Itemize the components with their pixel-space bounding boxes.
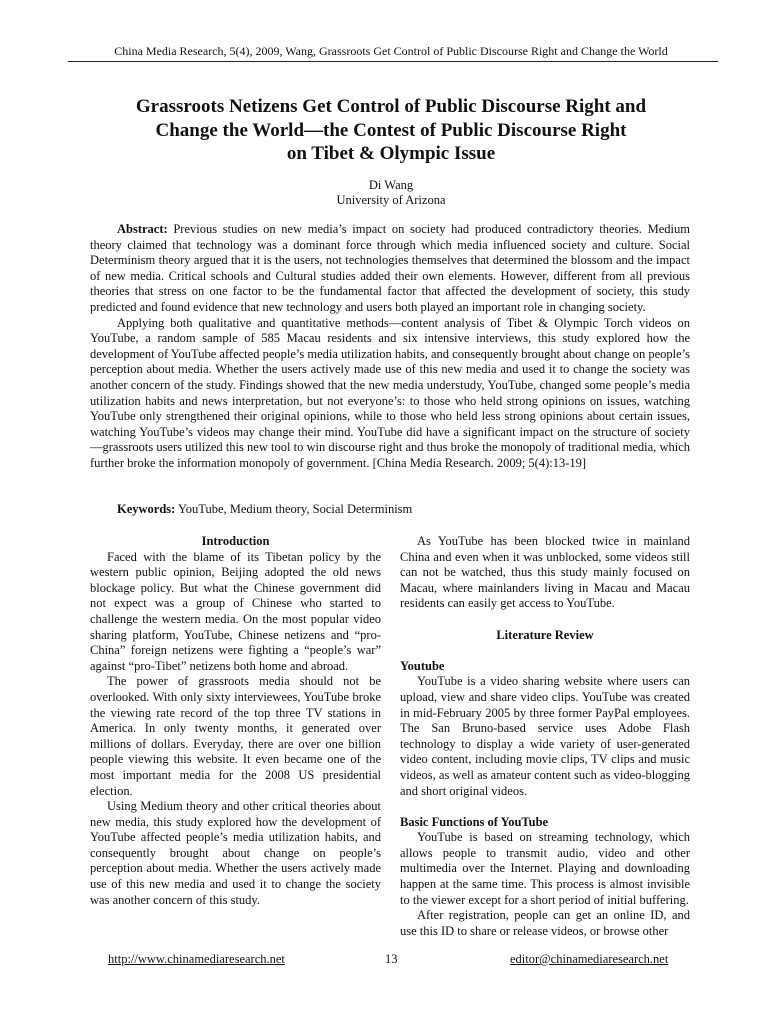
basic-functions-subheading: Basic Functions of YouTube (400, 814, 549, 829)
title-line-1: Grassroots Netizens Get Control of Public Discourse Right and (135, 96, 647, 117)
left-column (90, 534, 381, 908)
youtube-subheading: Youtube (400, 658, 445, 673)
body-paragraph: After registration, people can get an online ID, and use this ID to share or release videos, or browse other (400, 908, 690, 938)
title-line-3: on Tibet & Olympic Issue (286, 143, 496, 164)
footer-website-link[interactable]: http://www.chinamediaresearch.net (108, 952, 285, 966)
keywords (90, 502, 690, 518)
section-gap (400, 799, 690, 815)
author-name: Di Wang (368, 178, 414, 192)
body-paragraph: Faced with the blame of its Tibetan policy by the western public opinion, Beijing adopted the old news blockage policy. But what the Chinese government did not expect was a group of Chinese who started to challenge the western media. On the most popular video sharing platform, YouTube, Chinese netizens and “pro-China” foreign netizens were fighting a “people’s war” against “pro-Tibet” netizens both home and abroad. (90, 549, 381, 673)
right-column (400, 534, 690, 939)
footer-email-link[interactable]: editor@chinamediaresearch.net (510, 952, 669, 966)
running-header: China Media Research, 5(4), 2009, Wang, Grassroots Get Control of Public Discourse Right and Change the World (114, 44, 668, 58)
author-affiliation: University of Arizona (336, 193, 446, 207)
title-line-2: Change the World—the Contest of Public Discourse Right (155, 119, 627, 141)
section-gap (400, 612, 690, 628)
body-paragraph: Using Medium theory and other critical theories about new media, this study explored how the development of YouTube affected people’s media utilization habits, and consequently brought about change on people’s perception about media. Whether the users actively made use of this new media and used it to change the society was another concern of this study. (90, 799, 381, 907)
abstract-label: Abstract: (117, 222, 168, 236)
abstract-text-1: Previous studies on new media’s impact on society had produced contradictory theories. Medium theory claimed that technology was a dominant force through which media influenced society and culture. Social Determinism theory argued that it is the users, not technologies themselves that determined the blossom and the impact of new media. Critical schools and Cultural studies added their own elements. However, different from all previous theories that stress on one factor to be the fundamental factor that affected the development of society, this study predicted and found evidence that new technology and users both played an important role in changing society. (90, 222, 690, 314)
section-gap (400, 643, 690, 659)
keywords-label: Keywords: (117, 502, 176, 516)
header-divider (68, 61, 718, 62)
body-paragraph: The power of grassroots media should not be overlooked. With only sixty interviewees, YouTube broke the viewing rate record of the top three TV stations in America. In only twenty months, it generated over millions of dollars. Everyday, there are over one billion people viewing this website. It even became one of the most important media for the 2008 US presidential election. (90, 674, 381, 798)
body-paragraph: YouTube is a video sharing website where users can upload, view and share video clips. YouTube was created in mid-February 2005 by three former PayPal employees. The San Bruno-based service uses Adobe Flash technology to display a wide variety of user-generated video content, including movie clips, TV clips and music videos, as well as amateur content such as video-blogging and short original videos. (400, 674, 690, 798)
keywords-text: YouTube, Medium theory, Social Determinism (175, 502, 413, 516)
body-paragraph: YouTube is based on streaming technology, which allows people to transmit audio, video and other multimedia over the Internet. Playing and downloading happen at the same time. This process is almost invisible to the viewer except for a short period of initial buffering. (400, 830, 690, 907)
abstract (90, 222, 690, 472)
abstract-paragraph-2: Applying both qualitative and quantitative methods—content analysis of Tibet & Olympic Torch videos on YouTube, a random sample of 585 Macau residents and six intensive interviews, this study explored how the development of YouTube affected people’s media utilization habits, and consequently brought about change on people’s perception about media. Whether the users actively made use of this new media and used it to change the society was another concern of the study. Findings showed that the new media understudy, YouTube, changed some people’s media utilization habits and news interpretation, but not everyone’s: to those who held strong opinions on issues, watching YouTube only strengthened their original opinions, while to those who held less strong opinions about certain issues, watching YouTube’s videos may change their mind. YouTube did have a significant impact on the structure of society—grassroots users utilized this new tool to win discourse right and thus broke the monopoly of traditional media, which further broke the information monopoly of government. [China Media Research. 2009; 5(4):13-19] (90, 315, 690, 470)
abstract-paragraph-1 (90, 222, 690, 316)
body-paragraph: As YouTube has been blocked twice in mainland China and even when it was unblocked, some videos still can not be watched, thus this study mainly focused on Macau, where mainlanders living in Macau and Macau residents can easily get access to YouTube. (400, 534, 690, 611)
page-number: 13 (385, 952, 398, 966)
literature-review-heading: Literature Review (496, 627, 594, 642)
introduction-heading: Introduction (201, 534, 270, 548)
article-title (80, 95, 702, 166)
